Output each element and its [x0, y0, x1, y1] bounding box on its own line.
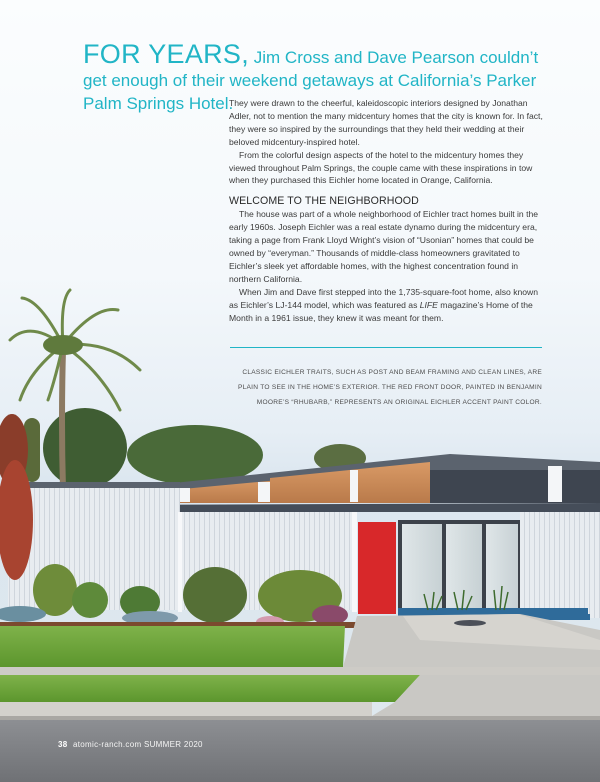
issue-date: SUMMER 2020 — [143, 740, 203, 749]
lede-lead-in: FOR YEARS, — [83, 39, 250, 69]
article-body — [229, 97, 543, 324]
red-front-door — [358, 522, 396, 614]
page-folio — [58, 740, 203, 749]
body-paragraph-4-a: When Jim and Dave first stepped into the 1,735-square-foot home, also known as Eichler’s LJ-144 model, which was featured as — [229, 286, 539, 310]
body-paragraph-4-b: magazine’s Home of the Month in a 1961 issue, they knew it was meant for them. — [229, 299, 533, 323]
ground — [0, 614, 600, 782]
body-paragraph-3: The house was part of a whole neighborhood of Eichler tract homes built in the early 1960s. Joseph Eichler was a real estate dynamo during the midcentury era, taking a page from Frank Lloyd Wright’s vision of “Usonian” homes that could be owned by “everyman.” Thousands of middle-class homeowners gravitated to Eichler’s sleek yet affordable homes, with the highest concentration found in northern California. — [229, 209, 539, 284]
page-number: 38 — [58, 740, 68, 749]
body-paragraph-2: From the colorful design aspects of the hotel to the midcentury homes they viewed throughout Palm Springs, the couple came with these inspirations in tow when they purchased this Eichler home located in Orange, California. — [229, 149, 533, 186]
photo-caption: CLASSIC EICHLER TRAITS, SUCH AS POST AND BEAM FRAMING AND CLEAN LINES, ARE PLAIN TO SEE IN THE HOME’S EXTERIOR. THE RED FRONT DOOR, PAINTED IN BENJAMIN MOORE’S “RHUBARB,” REPRESENTS AN ORIGINAL EICHLER ACCENT PAINT COLOR. — [237, 369, 542, 406]
section-subhead: WELCOME TO THE NEIGHBORHOOD — [229, 195, 419, 208]
publication-url: atomic-ranch.com — [73, 740, 142, 749]
lede-text: Jim Cross and Dave Pearson couldn’t get enough of their weekend getaways at California’s Parker Palm Springs Hotel. — [83, 48, 539, 113]
life-magazine-name: LIFE — [419, 299, 438, 310]
body-paragraph-4 — [229, 286, 543, 325]
body-paragraph-1: They were drawn to the cheerful, kaleidoscopic interiors designed by Jonathan Adler, not to mention the many midcentury homes that the city is known for. In fact, they were so inspired by the surroundings that they held their wedding at their beloved midcentury-inspired hotel. — [229, 98, 543, 147]
caption-divider — [230, 347, 542, 348]
